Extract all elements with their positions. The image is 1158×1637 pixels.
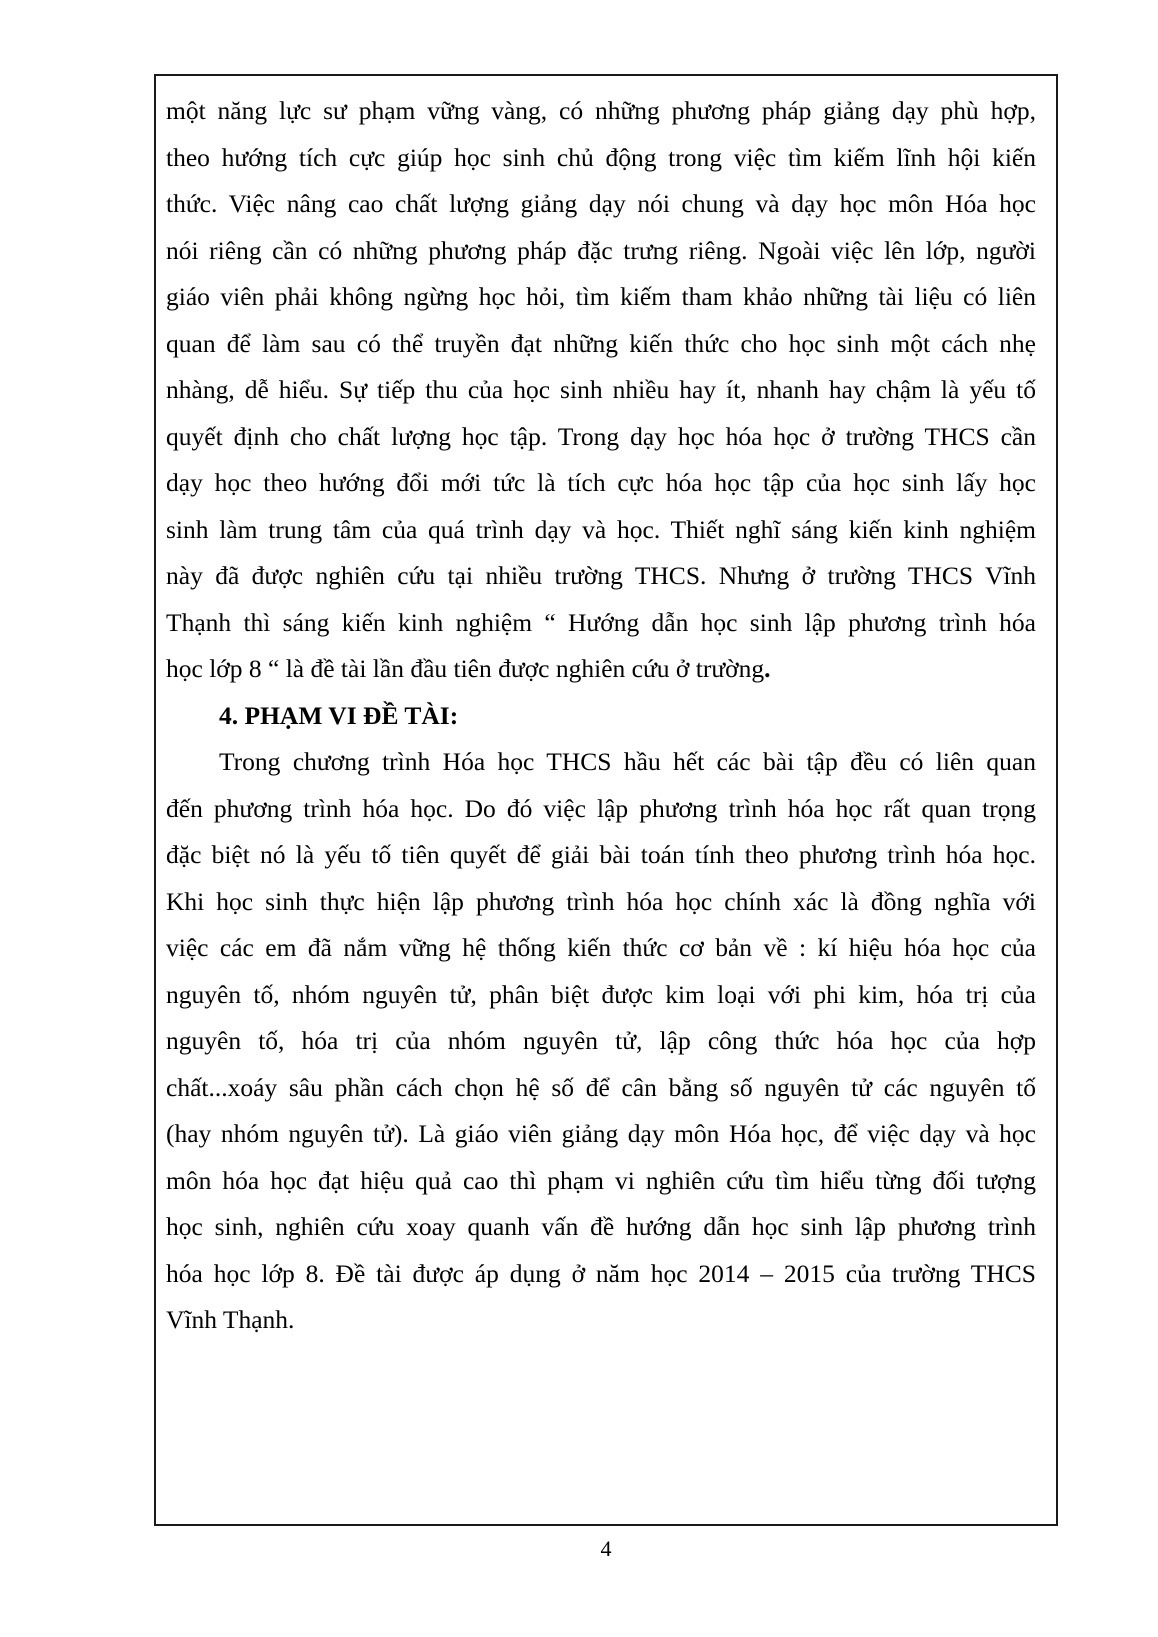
document-body xyxy=(166,88,1036,1344)
text-line: việc các em đã nắm vững hệ thống kiến thức cơ bản về : kí hiệu hóa học của xyxy=(166,933,1036,962)
text-line: (hay nhóm nguyên tử). Là giáo viên giảng dạy môn Hóa học, để việc dạy và học xyxy=(166,1119,1036,1148)
text-line: nguyên tố, hóa trị của nhóm nguyên tử, lập công thức hóa học của hợp xyxy=(166,1026,1036,1055)
text-line: học sinh, nghiên cứu xoay quanh vấn đề hướng dẫn học sinh lập phương trình xyxy=(166,1212,1036,1241)
text-line: Khi học sinh thực hiện lập phương trình hóa học chính xác là đồng nghĩa với xyxy=(166,886,1036,916)
text-line: một năng lực sư phạm vững vàng, có những phương pháp giảng dạy phù hợp, xyxy=(166,96,1036,125)
bold-period: . xyxy=(764,654,771,683)
text-line: thức. Việc nâng cao chất lượng giảng dạy nói chung và dạy học môn Hóa học xyxy=(166,189,1036,218)
text-line: môn hóa học đạt hiệu quả cao thì phạm vi nghiên cứu tìm hiểu từng đối tượng xyxy=(166,1165,1036,1195)
text-line: sinh làm trung tâm của quá trình dạy và học. Thiết nghĩ sáng kiến kinh nghiệm xyxy=(166,514,1036,544)
text-line: theo hướng tích cực giúp học sinh chủ động trong việc tìm kiếm lĩnh hội kiến xyxy=(166,142,1036,172)
text-line: nói riêng cần có những phương pháp đặc trưng riêng. Ngoài việc lên lớp, người xyxy=(166,235,1036,265)
text-line: quan để làm sau có thể truyền đạt những kiến thức cho học sinh một cách nhẹ xyxy=(166,328,1036,358)
text-line: đến phương trình hóa học. Do đó việc lập phương trình hóa học rất quan trọng xyxy=(166,793,1036,823)
text-line: giáo viên phải không ngừng học hỏi, tìm kiếm tham khảo những tài liệu có liên xyxy=(166,282,1036,311)
text-line: đặc biệt nó là yếu tố tiên quyết để giải bài toán tính theo phương trình hóa học. xyxy=(166,840,1036,869)
text-line: quyết định cho chất lượng học tập. Trong dạy học hóa học ở trường THCS cần xyxy=(166,421,1036,451)
page-number: 4 xyxy=(600,1536,612,1561)
section-heading: 4. PHẠM VI ĐỀ TÀI: xyxy=(219,700,459,730)
text-line: hóa học lớp 8. Đề tài được áp dụng ở năm học 2014 – 2015 của trường THCS xyxy=(166,1258,1036,1288)
text-line: nhàng, dễ hiểu. Sự tiếp thu của học sinh nhiều hay ít, nhanh hay chậm là yếu tố xyxy=(166,375,1036,404)
text-line: Thạnh thì sáng kiến kinh nghiệm “ Hướng dẫn học sinh lập phương trình hóa xyxy=(166,607,1036,637)
paragraph-introduction xyxy=(166,88,1036,693)
text-line: này đã được nghiên cứu tại nhiều trường THCS. Nhưng ở trường THCS Vĩnh xyxy=(166,561,1036,590)
paragraph-scope xyxy=(166,739,1036,1344)
text-line-last-content: học lớp 8 “ là đề tài lần đầu tiên được nghiên cứu ở trường xyxy=(166,654,765,683)
text-line-indented: Trong chương trình Hóa học THCS hầu hết các bài tập đều có liên quan xyxy=(219,747,1036,776)
text-line: nguyên tố, nhóm nguyên tử, phân biệt được kim loại với phi kim, hóa trị của xyxy=(166,979,1036,1009)
text-line-last: Vĩnh Thạnh. xyxy=(166,1305,295,1334)
text-line-last xyxy=(166,646,1036,693)
text-line: dạy học theo hướng đổi mới tức là tích cực hóa học tập của học sinh lấy học xyxy=(166,468,1036,497)
text-line: chất...xoáy sâu phần cách chọn hệ số để cân bằng số nguyên tử các nguyên tố xyxy=(166,1072,1036,1102)
